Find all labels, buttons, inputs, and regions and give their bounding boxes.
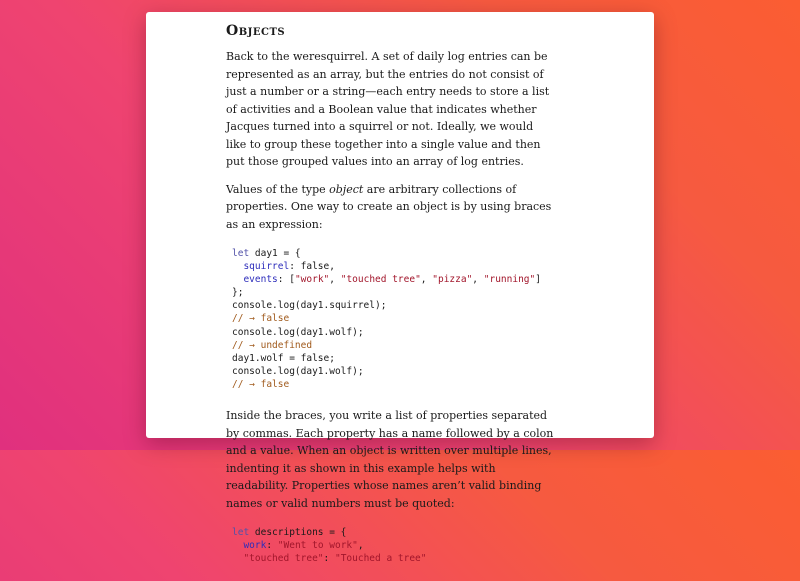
chapter-page [226, 12, 556, 581]
code-text: : [323, 553, 335, 565]
code-text: , [329, 274, 341, 286]
code-comment: // → false [232, 378, 290, 390]
string-literal: "Touched a tree" [334, 553, 427, 565]
paragraph-properties: Inside the braces, you write a list of properties separated by commas. Each property has a name followed by a colon and a value. When an object is written over multiple lines, indenting it as shown in this example helps with readability. Properties whose names aren’t valid binding names or valid numbers must be quoted: [226, 409, 554, 510]
code-text: , [357, 540, 364, 552]
paragraph-weresquirrel: Back to the weresquirrel. A set of daily log entries can be represented as an array, but the entries do not consist of just a number or a string—each entry needs to store a list of activities and a Boolean value that indicates whether Jacques turned into a squirrel or not. Ideally, we would like to group these together into a single value and then put those grouped values into an array of log entries. [226, 50, 550, 168]
code-text: , [420, 274, 433, 286]
property-name: squirrel [232, 261, 290, 273]
code-text [232, 553, 243, 564]
keyword: let [232, 527, 250, 539]
code-text: ] [535, 274, 541, 286]
code-text: : false, [289, 261, 335, 273]
reader-window[interactable] [146, 12, 654, 565]
code-text: day1.wolf = false; [232, 352, 335, 364]
string-literal: "Went to work" [277, 540, 358, 552]
code-text: console.log(day1.wolf); [232, 326, 364, 338]
code-block-day1[interactable] [232, 247, 556, 391]
string-literal: "pizza" [432, 274, 473, 286]
code-text: console.log(day1.wolf); [232, 365, 364, 377]
paragraph-text: Values of the type [226, 182, 330, 196]
paragraph-text: are arbitrary collections of properties. One way to create an object is by using braces as an expression: [226, 182, 552, 231]
code-text: console.log(day1.squirrel); [232, 300, 387, 312]
property-name: events [232, 274, 278, 286]
property-name: work [232, 540, 267, 552]
string-literal: "touched tree" [243, 553, 324, 565]
code-comment: // → false [232, 313, 290, 325]
section-heading: Objects [226, 23, 286, 39]
code-text: : [ [277, 274, 295, 286]
paragraph-object-values [226, 181, 556, 234]
code-text: }; [232, 287, 244, 299]
keyword: let [232, 248, 250, 259]
string-literal: "running" [483, 274, 536, 286]
code-text: day1 = { [249, 248, 301, 259]
code-block-descriptions[interactable] [232, 526, 556, 565]
code-text: : [266, 540, 278, 552]
string-literal: "touched tree" [340, 274, 421, 286]
code-text: descriptions = { [249, 527, 347, 539]
string-literal: "work" [294, 274, 330, 286]
code-comment: // → undefined [232, 339, 313, 351]
code-text: , [472, 274, 484, 286]
emphasis-object: object [329, 182, 364, 196]
